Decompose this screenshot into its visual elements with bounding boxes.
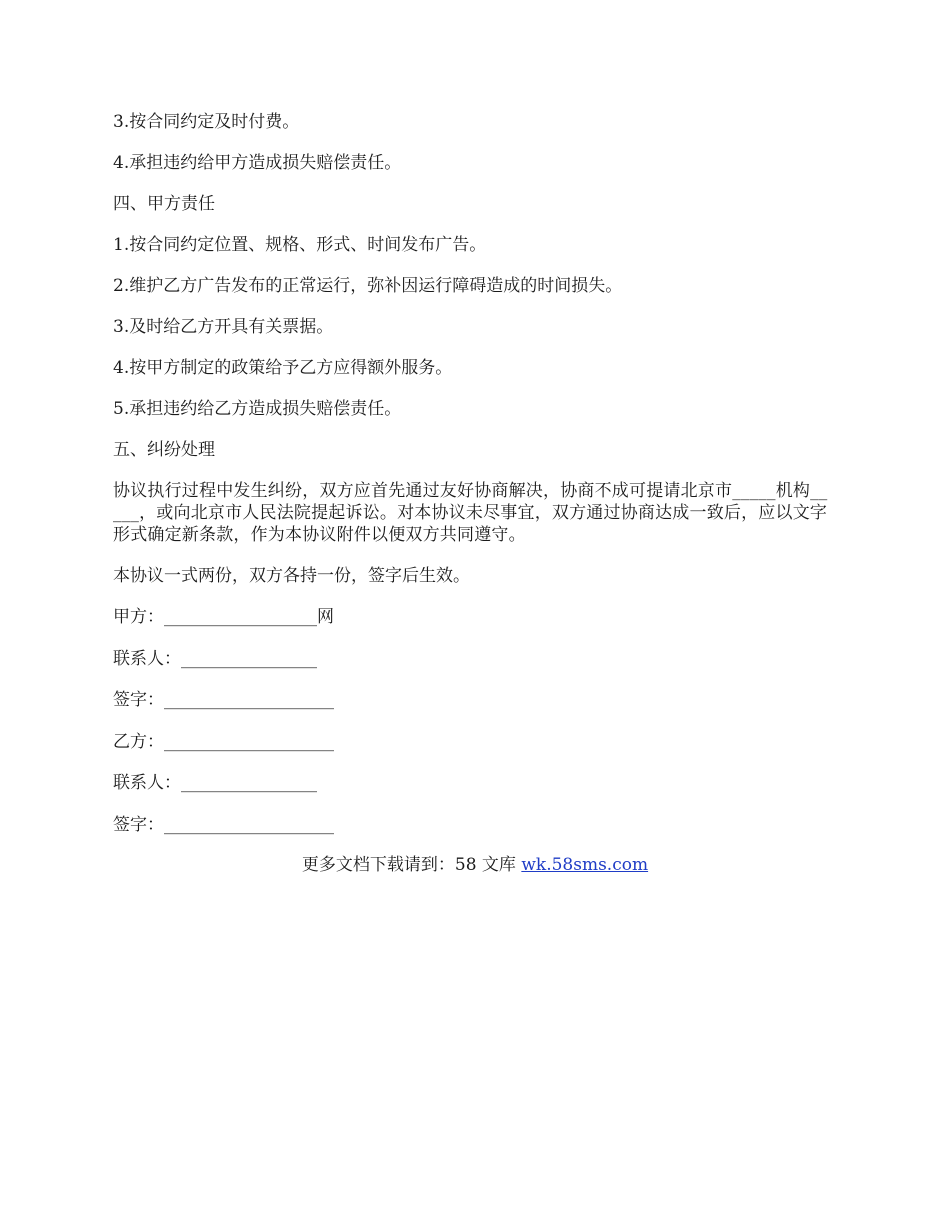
- clause-3-payment: 3.按合同约定及时付费。: [113, 112, 300, 132]
- clause-4-service: 4.按甲方制定的政策给予乙方应得额外服务。: [113, 358, 453, 378]
- signature-contact-b: 联系人：________________: [113, 773, 317, 793]
- section-heading-disputes: 五、纠纷处理: [113, 440, 215, 460]
- clause-5-liability: 5.承担违约给乙方造成损失赔偿责任。: [113, 399, 402, 419]
- document-body: [113, 111, 833, 855]
- effectiveness-statement: 本协议一式两份，双方各持一份，签字后生效。: [113, 566, 470, 586]
- footer-link[interactable]: wk.58sms.com: [521, 855, 649, 875]
- signature-contact-a: 联系人：________________: [113, 648, 317, 669]
- signature-party-a: 甲方：__________________网: [113, 607, 334, 627]
- signature-sign-b: 签字：____________________: [113, 814, 334, 835]
- clause-2-maintain: 2.维护乙方广告发布的正常运行，弥补因运行障碍造成的时间损失。: [113, 276, 623, 296]
- footer: [0, 854, 950, 876]
- clause-3-invoice: 3.及时给乙方开具有关票据。: [113, 317, 334, 337]
- section-heading-party-a: 四、甲方责任: [113, 194, 215, 214]
- clause-1-publish: 1.按合同约定位置、规格、形式、时间发布广告。: [113, 235, 487, 255]
- footer-text: 更多文档下载请到：58 文库: [301, 855, 522, 875]
- dispute-paragraph: 协议执行过程中发生纠纷，双方应首先通过友好协商解决，协商不成可提请北京市_____机构_____，或向北京市人民法院提起诉讼。对本协议未尽事宜，双方通过协商达成一致后，应以文字形式确定新条款，作为本协议附件以便双方共同遵守。: [113, 481, 828, 545]
- clause-4-liability: 4.承担违约给甲方造成损失赔偿责任。: [113, 153, 402, 173]
- signature-party-b: 乙方：____________________: [113, 731, 334, 752]
- signature-sign-a: 签字：____________________: [113, 690, 334, 710]
